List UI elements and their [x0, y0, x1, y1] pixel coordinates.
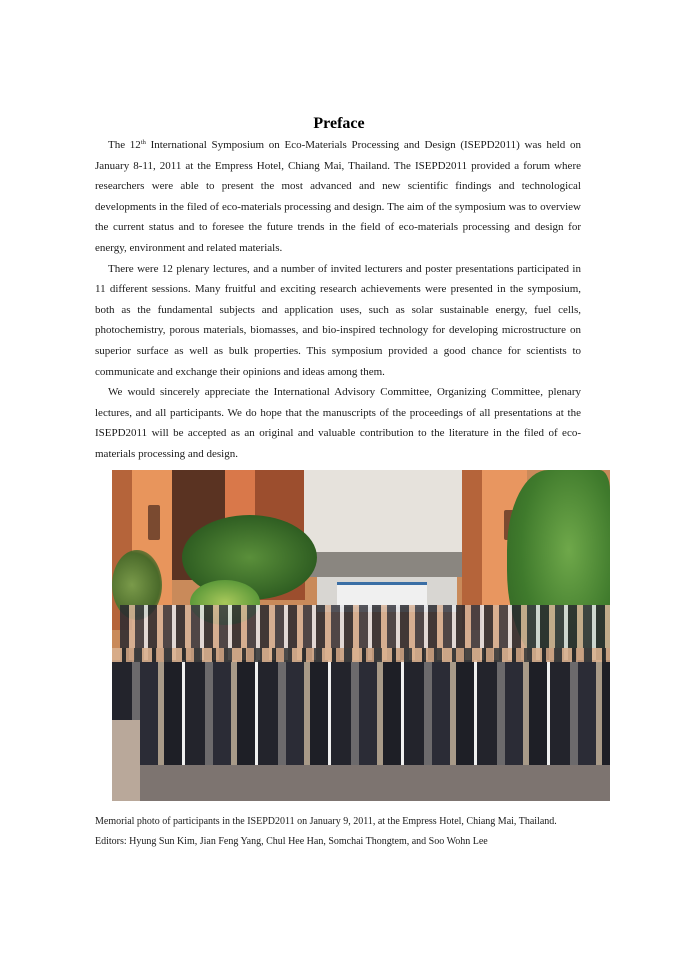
- paragraph-2: There were 12 plenary lectures, and a number of invited lecturers and poster presentations participated in 11 different sessions. Many fruitful and exciting research achievements were presented in the symposium, both as the fundamental subjects and application uses, such as solar sustainable energy, fuel cells, photochemistry, porous materials, biomasses, and bio-inspired technology for developing microstructure on superior surface as well as bulk properties. This symposium provided a good chance for scientists to communicate and exchange their opinions and ideas among them.: [95, 262, 581, 378]
- photo-caption-block: [95, 812, 595, 852]
- preface-body: [95, 135, 581, 465]
- ordinal-superscript: th: [140, 139, 146, 146]
- photo-banner: [337, 582, 427, 607]
- photo-crowd-faces: [112, 648, 610, 662]
- paragraph-1-start: The 12: [108, 139, 141, 151]
- photo-lamp-left: [148, 505, 160, 540]
- editors-line: Editors: Hyung Sun Kim, Jian Feng Yang, Chul Hee Han, Somchai Thongtem, and Soo Wohn Lee: [95, 836, 488, 847]
- photo-canopy: [304, 470, 462, 552]
- photo-canopy-underside: [304, 552, 462, 577]
- photo-crowd-front: [112, 660, 610, 765]
- photo-ground-left: [112, 720, 140, 801]
- photo-ground: [112, 765, 610, 801]
- photo-caption: Memorial photo of participants in the ISEPD2011 on January 9, 2011, at the Empress Hotel, Chiang Mai, Thailand.: [95, 816, 557, 827]
- page-title: Preface: [313, 115, 365, 132]
- group-photo: [112, 470, 610, 801]
- paragraph-1: [95, 135, 581, 259]
- paragraph-1-rest: International Symposium on Eco-Materials Processing and Design (ISEPD2011) was held on January 8-11, 2011 at the Empress Hotel, Chiang Mai, Thailand. The ISEPD2011 provided a forum where researchers were able to present the most advanced and new scientific findings and technological developments in the filed of eco-materials processing and design. The aim of the symposium was to overview the current status and to foresee the future trends in the field of eco-materials processing and design for energy, environment and related materials.: [95, 139, 581, 254]
- paragraph-3: We would sincerely appreciate the International Advisory Committee, Organizing Committee, plenary lectures, and all participants. We do hope that the manuscripts of the proceedings of all presentations at the ISEPD2011 will be accepted as an original and valuable contribution to the literature in the filed of eco-materials processing and design.: [95, 386, 581, 460]
